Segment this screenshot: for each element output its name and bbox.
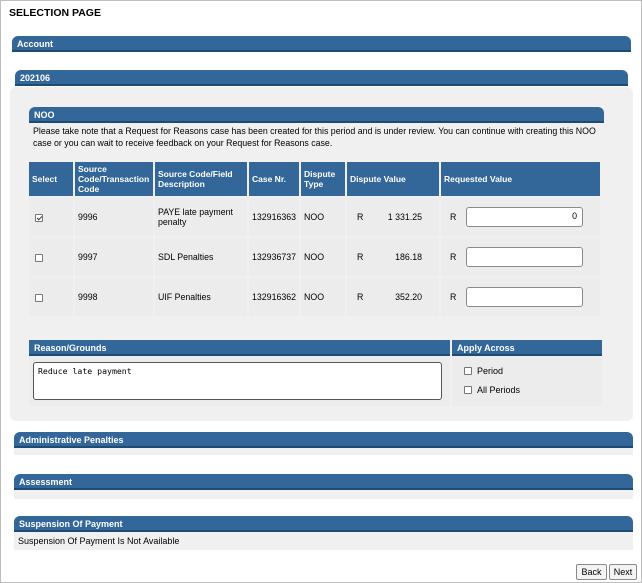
dispute-currency: R (357, 252, 364, 262)
account-section[interactable] (12, 36, 631, 52)
dispute-currency: R (357, 212, 364, 222)
suspension-note: Suspension Of Payment Is Not Available (14, 532, 633, 550)
admin-penalties-section[interactable] (14, 432, 633, 455)
description-cell: UIF Penalties (155, 278, 247, 316)
case-nr-cell: 132936737 (249, 238, 299, 276)
row-select-checkbox[interactable] (35, 214, 43, 222)
requested-value-input[interactable] (466, 287, 583, 307)
requested-value-input[interactable] (466, 247, 583, 267)
suspension-header[interactable]: Suspension Of Payment (14, 516, 633, 532)
select-cell (29, 278, 73, 316)
reason-row (29, 340, 604, 406)
reason-header: Reason/Grounds (29, 340, 450, 356)
description-cell: PAYE late payment penalty (155, 198, 247, 236)
requested-currency: R (450, 292, 457, 302)
dispute-amount: 352.20 (395, 292, 423, 302)
period-section[interactable] (12, 70, 631, 86)
col-source-code: Source Code/Transaction Code (75, 162, 153, 196)
dispute-type-cell: NOO (301, 278, 345, 316)
noo-header: NOO (29, 107, 604, 123)
description-cell: SDL Penalties (155, 238, 247, 276)
requested-currency: R (450, 252, 457, 262)
apply-period-label: Period (477, 365, 504, 376)
select-cell (29, 198, 73, 236)
assessment-header[interactable]: Assessment (14, 474, 633, 490)
row-select-checkbox[interactable] (35, 294, 43, 302)
reason-textarea[interactable]: Reduce late payment (33, 362, 442, 400)
col-description: Source Code/Field Description (155, 162, 247, 196)
requested-value-input[interactable]: 0 (466, 207, 583, 227)
dispute-type-cell: NOO (301, 198, 345, 236)
col-dispute-value: Dispute Value (347, 162, 439, 196)
admin-penalties-header[interactable]: Administrative Penalties (14, 432, 633, 448)
dispute-amount: 186.18 (395, 252, 423, 262)
page-title: SELECTION PAGE (9, 7, 101, 19)
dispute-value-cell (347, 238, 439, 276)
case-nr-cell: 132916362 (249, 278, 299, 316)
back-button[interactable]: Back (576, 564, 607, 580)
noo-panel (29, 107, 604, 318)
apply-period-checkbox[interactable] (464, 367, 472, 375)
col-requested-value: Requested Value (441, 162, 600, 196)
table-row (29, 198, 600, 236)
col-dispute-type: Dispute Type (301, 162, 345, 196)
col-case-nr: Case Nr. (249, 162, 299, 196)
source-code-cell: 9997 (75, 238, 153, 276)
account-header[interactable]: Account (12, 36, 631, 52)
apply-across-panel (452, 340, 602, 406)
noo-note: Please take note that a Request for Reasons case has been created for this period and is under review. You can continue with creating this NOO case or you can wait to receive feedback on your Request for Reasons case. (29, 123, 604, 151)
dispute-amount: 1 331.25 (387, 212, 423, 222)
period-header[interactable]: 202106 (15, 70, 628, 86)
requested-currency: R (450, 212, 457, 222)
reason-panel (29, 340, 450, 406)
table-row (29, 278, 600, 316)
dispute-value-cell (347, 278, 439, 316)
penalty-table (27, 160, 602, 318)
requested-value-cell (441, 238, 600, 276)
select-cell (29, 238, 73, 276)
apply-all-periods-option[interactable] (464, 380, 590, 399)
source-code-cell: 9996 (75, 198, 153, 236)
dispute-type-cell: NOO (301, 238, 345, 276)
period-content-panel (10, 87, 633, 421)
next-button[interactable]: Next (609, 564, 637, 580)
case-nr-cell: 132916363 (249, 198, 299, 236)
row-select-checkbox[interactable] (35, 254, 43, 262)
dispute-currency: R (357, 292, 364, 302)
requested-value-cell (441, 198, 600, 236)
assessment-section[interactable] (14, 474, 633, 499)
apply-across-header: Apply Across (452, 340, 602, 356)
apply-period-option[interactable] (464, 361, 590, 380)
source-code-cell: 9998 (75, 278, 153, 316)
apply-all-periods-label: All Periods (477, 384, 521, 395)
apply-all-periods-checkbox[interactable] (464, 386, 472, 394)
table-row (29, 238, 600, 276)
col-select: Select (29, 162, 73, 196)
requested-value-cell (441, 278, 600, 316)
suspension-section[interactable] (14, 516, 633, 550)
dispute-value-cell (347, 198, 439, 236)
